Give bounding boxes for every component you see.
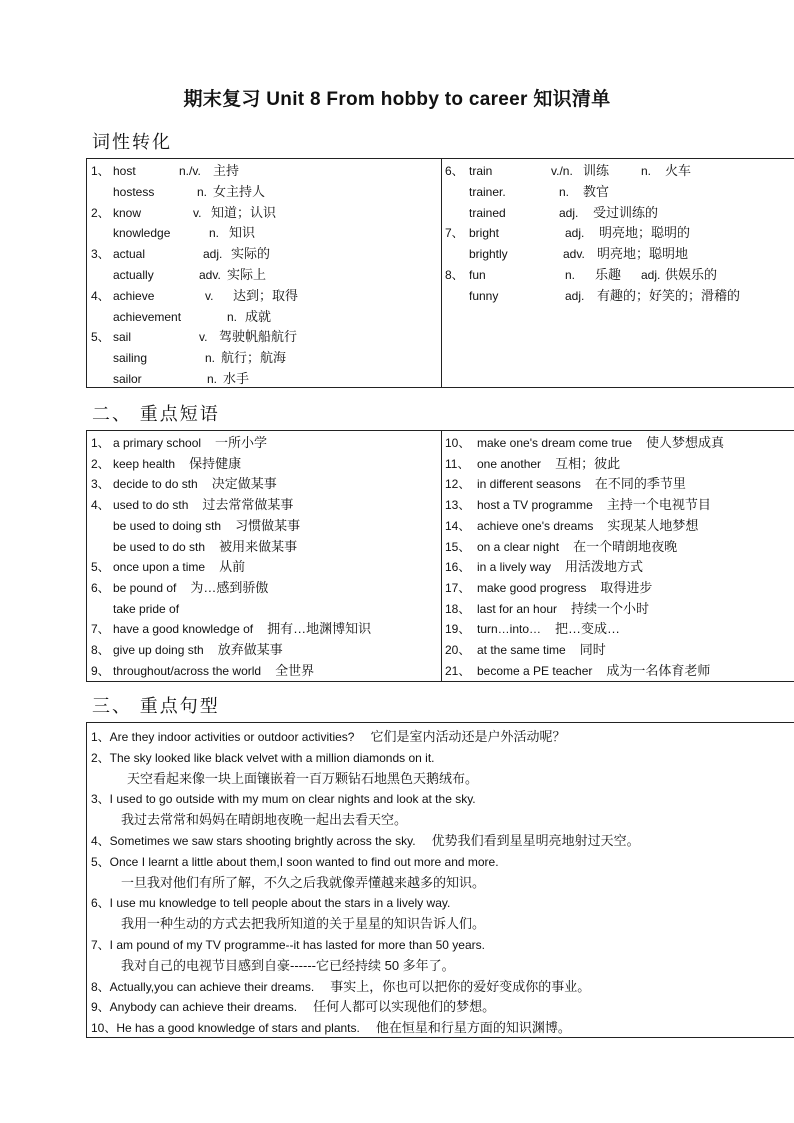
phrase-number: 10、 [445,436,471,450]
vocab-word: hostess [113,184,155,199]
phrase-number: 14、 [445,518,471,533]
vocab-meaning-2: 火车 [665,163,692,178]
sentence-row [91,1018,571,1038]
phrase-line [113,578,268,598]
sentence-translation: 天空看起来像一块上面镶嵌着一百万颗钻石地黑色天鹅绒布。 [127,770,479,786]
phrase-row [441,640,794,660]
phrase-chinese: 成为一名体育老师 [606,662,711,678]
vocab-meaning: 知识 [229,225,256,241]
vocab-word: actually [113,268,154,282]
vocab-meaning: 航行；航海 [221,350,287,366]
vocab-part-of-speech: v. [199,330,208,345]
sentence-english: 5、Once I learnt a little about them,I soon wanted to find out more and more. [91,854,499,869]
phrase-english: a primary school [113,436,202,450]
vocab-meaning: 成就 [245,308,272,324]
phrase-row [441,474,794,494]
phrase-english: in a lively way [477,560,552,575]
phrase-number: 19、 [445,622,471,637]
vocab-row [87,265,441,285]
phrase-english: used to do sth [113,498,189,513]
vocab-word: brightly [469,247,508,262]
vocab-word: sail [113,330,132,345]
phrase-row [441,661,794,681]
vocab-meaning: 受过训练的 [593,204,659,220]
phrase-row [87,599,441,619]
vocab-word: fun [469,268,486,282]
sentence-row [91,852,499,872]
section-heading-vocab: 词性转化 [92,132,172,153]
vocab-word: achieve [113,288,155,303]
phrase-english: on a clear night [477,539,560,554]
vocab-meaning: 主持 [213,163,240,178]
vocab-part-of-speech: adv. [199,268,221,282]
phrases-left-column [87,431,442,681]
vocab-part-of-speech: adj. [203,247,223,262]
vocab-part-of-speech: n. [565,268,576,282]
phrase-english: be used to doing sth [113,518,222,533]
phrase-english: have a good knowledge of [113,622,254,637]
phrase-chinese: 把…变成… [555,621,621,637]
sentence-english: 3、I used to go outside with my mum on clear nights and look at the sky. [91,792,476,807]
phrase-row [87,661,441,681]
phrase-row [441,599,794,619]
phrase-row [441,495,794,515]
vocab-part-of-speech: adj. [565,288,585,303]
phrase-chinese: 同时 [579,642,606,657]
vocab-row [441,286,794,306]
sentence-row [91,769,478,789]
vocab-part-of-speech: adv. [563,247,585,262]
phrase-line [477,661,710,681]
vocab-meaning: 教官 [583,183,610,199]
phrase-line [477,537,677,557]
phrase-english: decide to do sth [113,477,198,492]
sentence-row [91,727,565,747]
vocab-number: 6、 [445,164,464,178]
phrase-english: turn…into… [477,622,542,637]
phrase-chinese: 习惯做某事 [235,517,301,533]
phrase-line [477,619,620,639]
vocab-meaning: 实际上 [227,267,267,282]
sentence-translation: 我对自己的电视节目感到自豪------它已经持续 50 多年了。 [121,957,455,973]
phrase-english: be used to do sth [113,539,206,554]
phrase-number: 3、 [91,477,110,492]
vocab-number: 7、 [445,226,464,241]
phrase-english: at the same time [477,643,566,657]
vocab-meaning: 训练 [583,163,610,178]
phrase-row [87,640,441,660]
phrase-english: make one's dream come true [477,436,633,450]
vocab-word: knowledge [113,226,171,241]
phrase-chinese: 实现某人地梦想 [607,517,699,533]
phrase-chinese: 互相；彼此 [555,455,621,471]
phrase-english: achieve one's dreams [477,518,594,533]
phrase-row [441,557,794,577]
phrase-line [113,516,300,536]
sentence-row [91,810,407,830]
vocab-meaning: 水手 [223,371,250,386]
phrase-row [87,516,441,536]
sentence-translation: 我过去常常和妈妈在晴朗地夜晚一起出去看天空。 [121,812,408,828]
sentence-row [91,789,476,809]
vocab-meaning: 知道；认识 [211,204,277,220]
phrase-row [441,619,794,639]
vocab-row [441,265,794,285]
phrase-number: 12、 [445,477,471,492]
vocab-left-column [87,159,442,387]
phrase-line [113,619,371,639]
phrase-number: 1、 [91,436,110,450]
vocab-number: 8、 [445,268,464,282]
vocab-part-of-speech: n. [209,226,220,241]
vocab-word: train [469,164,493,178]
vocab-word: trainer. [469,184,506,199]
sentence-row [91,873,485,893]
phrase-line [477,454,620,474]
sentence-row [91,935,485,955]
vocab-number: 2、 [91,205,110,220]
phrase-chinese: 拥有…地渊博知识 [267,621,372,637]
phrase-chinese: 用活泼地方式 [565,559,644,575]
phrase-chinese: 在不同的季节里 [594,476,686,492]
phrase-english: throughout/across the world [113,663,262,678]
phrase-row [87,619,441,639]
phrase-english: last for an hour [477,601,558,616]
sentence-translation: 一旦我对他们有所了解，不久之后我就像弄懂越来越多的知识。 [121,874,486,890]
phrase-line [113,537,297,557]
vocab-row [87,348,441,368]
phrase-line [113,640,283,660]
vocab-row [441,223,794,243]
phrase-row [87,537,441,557]
phrase-row [87,474,441,494]
phrase-chinese: 决定做某事 [211,476,277,492]
vocab-part-of-speech: adj. [559,205,579,220]
phrase-chinese: 为…感到骄傲 [190,579,269,595]
sentence-chinese: 优势我们看到星星明亮地射过天空。 [431,833,640,848]
vocab-part-of-speech: v./n. [551,164,573,178]
phrase-row [441,454,794,474]
phrase-row [441,433,794,453]
phrase-line [113,474,277,494]
sentence-english: 10、He has a good knowledge of stars and plants. [91,1021,360,1036]
phrase-chinese: 一所小学 [215,435,268,450]
vocab-table [86,158,794,388]
phrase-english: make good progress [477,580,587,595]
sentence-row [91,956,455,976]
vocab-row [441,161,794,181]
vocab-word: achievement [113,309,182,324]
phrase-line [477,495,711,515]
vocab-part-of-speech: n. [197,184,208,199]
vocab-meaning: 明亮地；聪明地 [597,246,689,262]
phrase-line [113,454,241,474]
sentence-row [91,914,485,934]
vocab-row [87,369,441,389]
vocab-word: bright [469,226,500,241]
sentence-chinese: 它们是室内活动还是户外活动呢？ [370,729,566,744]
phrase-line [113,433,267,453]
section-heading-sentences: 三、 重点句型 [92,696,220,717]
vocab-part-of-speech: adj. [565,226,585,241]
phrase-english: host a TV programme [477,498,593,513]
vocab-part-of-speech-2: adj. [641,268,661,282]
phrase-chinese: 取得进步 [600,579,653,595]
sentence-row [91,831,640,851]
vocab-word: sailing [113,351,148,366]
sentence-row [91,893,450,913]
vocab-meaning: 明亮地；聪明的 [599,225,691,241]
phrase-chinese: 使人梦想成真 [646,435,725,450]
phrase-line [477,578,652,598]
vocab-row [87,327,441,347]
sentence-row [91,997,495,1017]
phrase-line [113,661,314,681]
vocab-part-of-speech: v. [205,288,214,303]
phrase-number: 15、 [445,539,471,554]
vocab-part-of-speech: n. [559,184,570,199]
phrase-row [87,557,441,577]
vocab-part-of-speech: n. [227,309,238,324]
phrase-row [87,433,441,453]
phrase-number: 7、 [91,622,110,637]
phrase-number: 5、 [91,560,110,575]
phrase-english: one another [477,456,542,471]
phrase-number: 16、 [445,560,471,575]
phrase-line [477,640,606,660]
vocab-word: host [113,164,136,178]
phrase-number: 17、 [445,580,471,595]
vocab-meaning: 驾驶帆船航行 [219,329,298,345]
phrase-chinese: 过去常常做某事 [202,497,294,513]
phrase-row [441,578,794,598]
phrase-english: in different seasons [477,477,581,492]
vocab-right-column [441,159,794,387]
sentence-english: 7、I am pound of my TV programme--it has lasted for more than 50 years. [91,938,485,952]
phrase-line [113,495,293,515]
sentence-chinese: 他在恒星和行星方面的知识渊博。 [375,1020,571,1036]
phrase-chinese: 全世界 [275,662,315,678]
phrase-number: 2、 [91,456,110,471]
phrase-number: 21、 [445,663,471,678]
section-heading-phrases: 二、 重点短语 [92,404,220,425]
phrase-chinese: 从前 [219,559,246,575]
sentence-english: 6、I use mu knowledge to tell people about the stars in a lively way. [91,896,451,911]
vocab-number: 3、 [91,247,110,262]
vocab-meaning: 实际的 [231,246,271,262]
vocab-row [441,182,794,202]
vocab-meaning: 有趣的；好笑的；滑稽的 [597,287,741,303]
vocab-row [441,244,794,264]
vocab-meaning-2: 供娱乐的 [665,267,718,282]
vocab-row [87,203,441,223]
vocab-row [87,244,441,264]
vocab-word: funny [469,288,499,303]
phrase-english: give up doing sth [113,643,204,657]
vocab-row [87,182,441,202]
phrase-number: 18、 [445,601,471,616]
phrase-chinese: 放弃做某事 [217,642,283,657]
sentence-english: 9、Anybody can achieve their dreams. [91,1000,298,1015]
phrase-line [477,557,643,577]
vocab-part-of-speech-2: n. [641,164,652,178]
phrase-english: become a PE teacher [477,663,593,678]
phrase-line [477,599,649,619]
sentence-translation: 我用一种生动的方式去把我所知道的关于星星的知识告诉人们。 [121,916,486,932]
phrase-line [113,557,245,577]
vocab-row [87,161,441,181]
phrase-english: take pride of [113,601,180,616]
phrase-number: 11、 [445,456,470,471]
phrase-number: 4、 [91,498,110,513]
phrase-row [87,495,441,515]
vocab-number: 5、 [91,330,110,345]
vocab-meaning: 达到；取得 [233,287,299,303]
phrase-chinese: 保持健康 [189,455,242,471]
sentence-english: 8、Actually,you can achieve their dreams. [91,979,315,994]
sentence-chinese: 任何人都可以实现他们的梦想。 [313,999,496,1015]
phrase-row [441,516,794,536]
phrase-chinese: 持续一个小时 [571,600,650,616]
vocab-row [87,307,441,327]
phrase-chinese: 主持一个电视节目 [606,497,711,513]
phrase-english: keep health [113,456,176,471]
sentence-chinese: 事实上，你也可以把你的爱好变成你的事业。 [330,978,591,994]
phrase-line [477,433,724,453]
sentence-row [91,748,435,768]
vocab-word: sailor [113,372,142,386]
vocab-word: actual [113,247,146,262]
vocab-word: know [113,205,142,220]
phrase-number: 20、 [445,643,471,657]
sentences-table [86,722,794,1038]
vocab-number: 1、 [91,164,110,178]
vocab-row [87,223,441,243]
phrase-chinese: 被用来做某事 [219,538,298,554]
phrase-line [113,599,193,619]
sentence-english: 4、Sometimes we saw stars shooting brightly across the sky. [91,834,416,848]
page-title: 期末复习 Unit 8 From hobby to career 知识清单 [183,89,611,110]
sentence-row [91,977,590,997]
phrase-row [87,454,441,474]
phrase-number: 8、 [91,643,110,657]
phrase-line [477,516,698,536]
phrase-number: 6、 [91,580,110,595]
phrase-row [87,578,441,598]
vocab-meaning: 乐趣 [595,267,622,282]
phrases-right-column [441,431,794,681]
vocab-row [441,203,794,223]
phrase-english: be pound of [113,580,177,595]
vocab-row [87,286,441,306]
sentence-english: 1、Are they indoor activities or outdoor activities? [91,730,355,744]
phrase-chinese: 在一个晴朗地夜晚 [573,538,678,554]
vocab-number: 4、 [91,288,110,303]
vocab-part-of-speech: n./v. [179,164,201,178]
phrase-number: 9、 [91,663,110,678]
phrase-english: once upon a time [113,560,206,575]
vocab-part-of-speech: v. [193,205,202,220]
phrase-line [477,474,686,494]
vocab-part-of-speech: n. [205,351,216,366]
sentence-english: 2、The sky looked like black velvet with a million diamonds on it. [91,750,435,765]
phrase-number: 13、 [445,498,471,513]
phrases-table [86,430,794,682]
vocab-part-of-speech: n. [207,372,218,386]
vocab-word: trained [469,205,506,220]
vocab-meaning: 女主持人 [213,183,266,199]
phrase-row [441,537,794,557]
